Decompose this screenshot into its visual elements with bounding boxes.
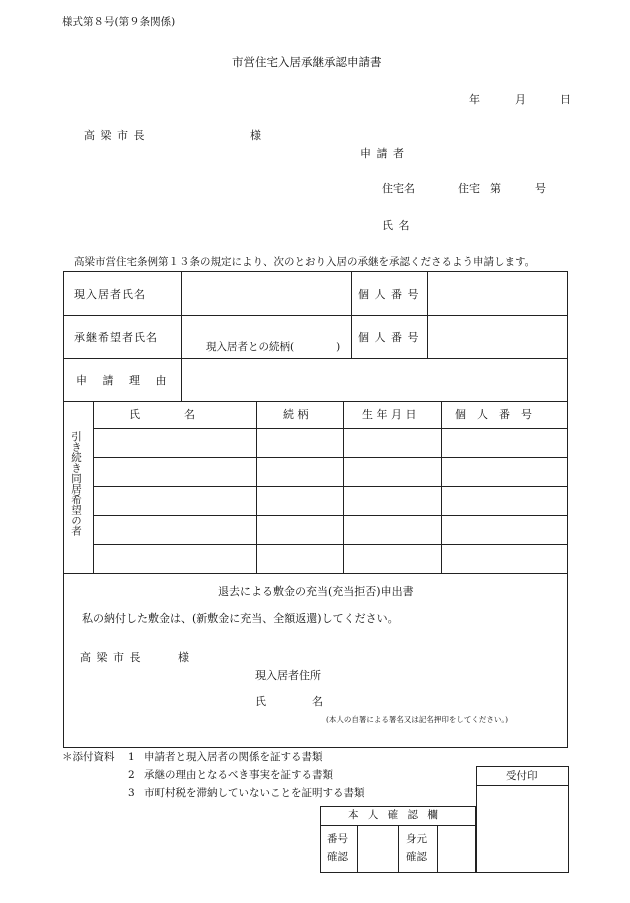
current-tenant-label: 現入居者氏名 [74, 288, 146, 301]
form-number: 様式第８号(第９条関係) [62, 16, 176, 28]
co-residents-header-personal-number: 個 人 番 号 [455, 408, 532, 421]
addressee-honorific: 様 [250, 129, 261, 142]
co-resident-row[interactable] [95, 517, 567, 543]
intro-text: 高梁市営住宅条例第１３条の規定により、次のとおり入居の承継を承認くださるよう申請します。 [74, 256, 536, 268]
addressee-mayor: 高 梁 市 長 [84, 129, 146, 142]
co-residents-header-name: 氏 名 [129, 408, 195, 421]
personal-number-label-1: 個 人 番 号 [358, 288, 420, 301]
attachment-text-3: 市町村税を滞納していないことを証明する書類 [144, 787, 365, 799]
co-resident-row[interactable] [95, 459, 567, 485]
attachment-number-3: 3 [128, 787, 135, 799]
applicant-name-label: 氏 名 [382, 219, 411, 232]
date-year-label: 年 [469, 93, 480, 106]
deposit-honorific: 様 [178, 651, 189, 664]
receipt-stamp-title: 受付印 [506, 770, 538, 782]
deposit-mayor: 高 梁 市 長 [80, 651, 142, 664]
personal-number-label-2: 個 人 番 号 [358, 331, 420, 344]
date-month-label: 月 [515, 93, 526, 106]
deposit-statement: 私の納付した敷金は、(新敷金に充当、全額返還)してください。 [82, 612, 399, 625]
co-residents-header-relation: 続 柄 [283, 408, 309, 421]
attachment-number-1: 1 [128, 751, 135, 763]
co-residents-label: 引き続き同居希望の者 [70, 431, 82, 536]
tenant-address-label: 現入居者住所 [255, 669, 321, 682]
co-residents-header-birthdate: 生 年 月 日 [362, 408, 417, 421]
housing-number-prefix: 第 [490, 182, 501, 195]
identity-check-label-1: 身元 [406, 833, 427, 845]
housing-name-label: 住宅名 [382, 182, 415, 195]
identity-check-label-2: 確認 [406, 851, 427, 863]
page-title: 市営住宅入居承継承認申請書 [232, 55, 382, 69]
housing-number-suffix: 号 [535, 182, 546, 195]
reason-label: 申 請 理 由 [76, 374, 173, 387]
applicant-label: 申 請 者 [360, 147, 405, 160]
attachments-label: ＊添付資料 [62, 751, 115, 763]
co-resident-row[interactable] [95, 488, 567, 514]
identity-confirmation-title: 本 人 確 認 欄 [348, 809, 441, 821]
tenant-name-label-2: 名 [312, 695, 323, 708]
co-resident-row[interactable] [95, 430, 567, 456]
personal-number-field-2[interactable] [429, 317, 566, 357]
attachment-text-2: 承継の理由となるべき事実を証する書類 [144, 769, 333, 781]
reason-field[interactable] [183, 360, 566, 400]
receipt-stamp-box [476, 766, 569, 873]
current-tenant-name-field[interactable] [183, 273, 349, 313]
attachment-text-1: 申請者と現入居者の関係を証する書類 [144, 751, 323, 763]
date-day-label: 日 [560, 93, 571, 106]
signature-note: (本人の自署による署名又は記名押印をしてください。) [326, 715, 509, 724]
relation-label: 現入居者との続柄( ) [206, 341, 341, 353]
successor-label: 承継希望者氏名 [74, 331, 158, 344]
deposit-section-title: 退去による敷金の充当(充当拒否)申出書 [218, 585, 414, 598]
housing-label: 住宅 [458, 182, 480, 195]
number-check-label-1: 番号 [327, 833, 348, 845]
tenant-name-label-1: 氏 [255, 695, 266, 708]
personal-number-field-1[interactable] [429, 273, 566, 313]
number-check-label-2: 確認 [327, 851, 348, 863]
attachment-number-2: 2 [128, 769, 135, 781]
co-resident-row[interactable] [95, 546, 567, 572]
